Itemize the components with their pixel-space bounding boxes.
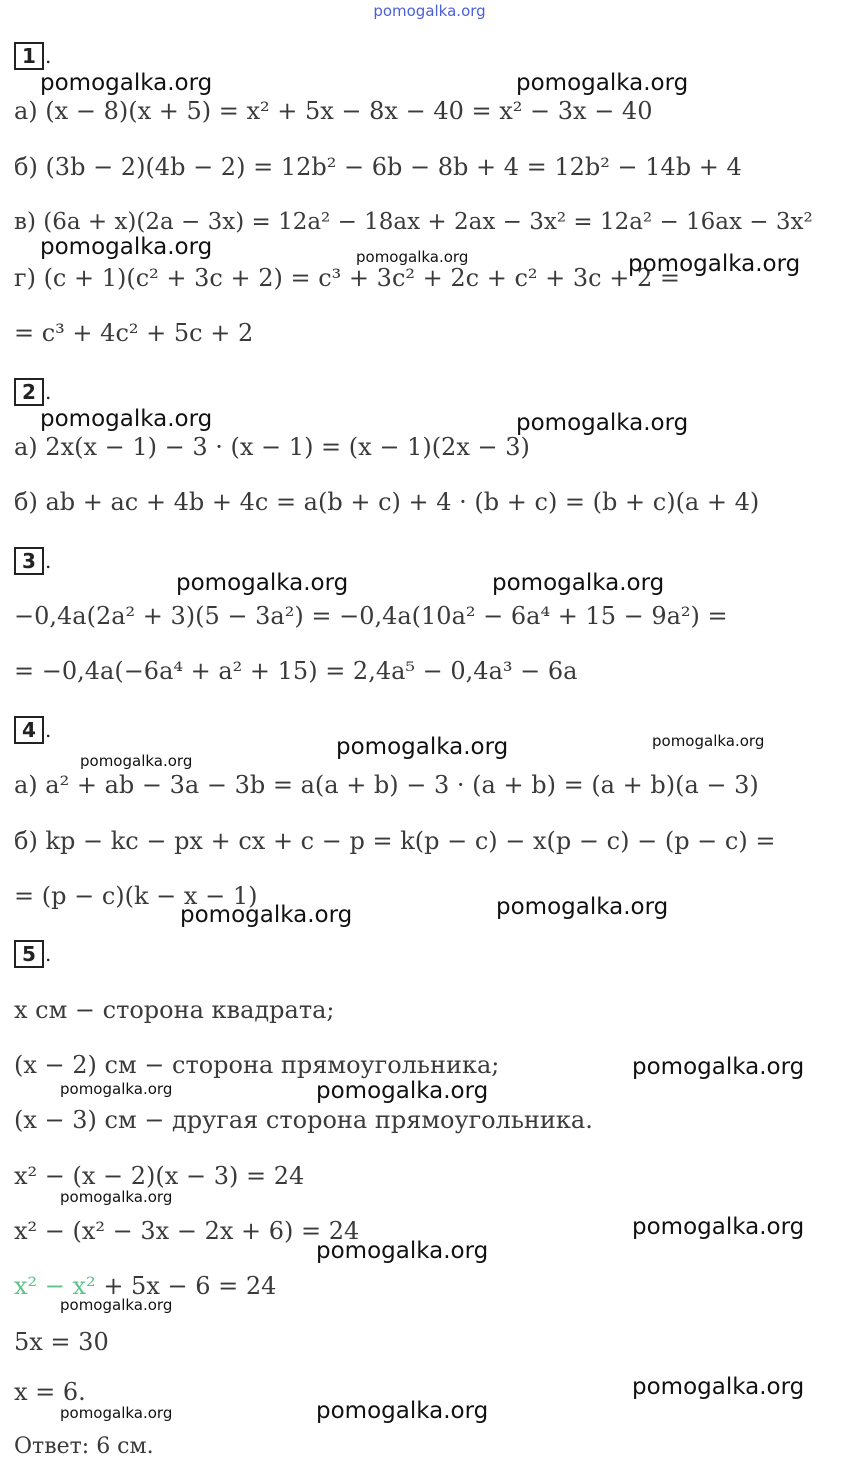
task-number-3: 3 bbox=[14, 547, 44, 575]
watermark: pomogalka.org bbox=[628, 251, 801, 277]
watermark: pomogalka.org bbox=[40, 234, 213, 260]
task4-line-b-cont: = (p − c)(k − x − 1) bbox=[14, 882, 258, 910]
watermark: pomogalka.org bbox=[60, 1080, 173, 1098]
task5-line-3: (x − 3) см − другая сторона прямоугольника. bbox=[14, 1106, 593, 1134]
watermark: pomogalka.org bbox=[316, 1238, 489, 1264]
task1-line-c: в) (6a + x)(2a − 3x) = 12a² − 18ax + 2ax − 3x² = 12a² − 16ax − 3x² bbox=[14, 209, 813, 235]
task-number-dot: . bbox=[45, 380, 52, 404]
task2-line-a: а) 2x(x − 1) − 3 · (x − 1) = (x − 1)(2x − 3) bbox=[14, 433, 530, 461]
task5-solution: x = 6. bbox=[14, 1378, 86, 1406]
watermark: pomogalka.org bbox=[60, 1188, 173, 1206]
task-number-5: 5 bbox=[14, 940, 44, 968]
cancelled-terms: x² − x² bbox=[14, 1272, 96, 1300]
watermark: pomogalka.org bbox=[180, 902, 353, 928]
watermark: pomogalka.org bbox=[356, 248, 469, 266]
task5-equation-2: x² − (x² − 3x − 2x + 6) = 24 bbox=[14, 1217, 360, 1245]
watermark: pomogalka.org bbox=[516, 410, 689, 436]
task3-line-2: = −0,4a(−6a⁴ + a² + 15) = 2,4a⁵ − 0,4a³ − 6a bbox=[14, 657, 578, 685]
watermark: pomogalka.org bbox=[40, 70, 213, 96]
task4-line-b: б) kp − kc − px + cx + c − p = k(p − c) − x(p − c) − (p − c) = bbox=[14, 827, 776, 855]
watermark: pomogalka.org bbox=[632, 1054, 805, 1080]
task1-line-d: г) (c + 1)(c² + 3c + 2) = c³ + 3c² + 2c + c² + 3c + 2 = bbox=[14, 264, 680, 292]
task5-equation-1: x² − (x − 2)(x − 3) = 24 bbox=[14, 1162, 305, 1190]
task1-line-d-cont: = c³ + 4c² + 5c + 2 bbox=[14, 319, 254, 347]
site-watermark: pomogalka.org bbox=[373, 2, 486, 20]
watermark: pomogalka.org bbox=[492, 570, 665, 596]
task5-answer: Ответ: 6 см. bbox=[14, 1434, 154, 1459]
task5-line-1: x см − сторона квадрата; bbox=[14, 996, 335, 1024]
task4-line-a: а) a² + ab − 3a − 3b = a(a + b) − 3 · (a + b) = (a + b)(a − 3) bbox=[14, 771, 759, 799]
equation-rest: + 5x − 6 = 24 bbox=[95, 1272, 277, 1300]
watermark: pomogalka.org bbox=[80, 752, 193, 770]
task-number-dot: . bbox=[45, 942, 52, 966]
task5-equation-4: 5x = 30 bbox=[14, 1328, 109, 1356]
watermark: pomogalka.org bbox=[496, 894, 669, 920]
watermark: pomogalka.org bbox=[516, 70, 689, 96]
watermark: pomogalka.org bbox=[632, 1374, 805, 1400]
task1-line-a: а) (x − 8)(x + 5) = x² + 5x − 8x − 40 = x² − 3x − 40 bbox=[14, 97, 653, 125]
watermark: pomogalka.org bbox=[652, 732, 765, 750]
watermark: pomogalka.org bbox=[40, 406, 213, 432]
task2-line-b: б) ab + ac + 4b + 4c = a(b + c) + 4 · (b + c) = (b + c)(a + 4) bbox=[14, 488, 760, 516]
watermark: pomogalka.org bbox=[60, 1404, 173, 1422]
watermark: pomogalka.org bbox=[632, 1214, 805, 1240]
watermark: pomogalka.org bbox=[176, 570, 349, 596]
task-number-2: 2 bbox=[14, 378, 44, 406]
task-number-dot: . bbox=[45, 718, 52, 742]
task3-line-1: −0,4a(2a² + 3)(5 − 3a²) = −0,4a(10a² − 6a⁴ + 15 − 9a²) = bbox=[14, 602, 728, 630]
watermark: pomogalka.org bbox=[336, 734, 509, 760]
task1-line-b: б) (3b − 2)(4b − 2) = 12b² − 6b − 8b + 4 = 12b² − 14b + 4 bbox=[14, 153, 742, 181]
task-number-4: 4 bbox=[14, 716, 44, 744]
task-number-dot: . bbox=[45, 549, 52, 573]
task-number-dot: . bbox=[45, 44, 52, 68]
watermark: pomogalka.org bbox=[316, 1398, 489, 1424]
watermark: pomogalka.org bbox=[60, 1296, 173, 1314]
task5-line-2: (x − 2) см − сторона прямоугольника; bbox=[14, 1051, 500, 1079]
task-number-1: 1 bbox=[14, 42, 44, 70]
watermark: pomogalka.org bbox=[316, 1078, 489, 1104]
